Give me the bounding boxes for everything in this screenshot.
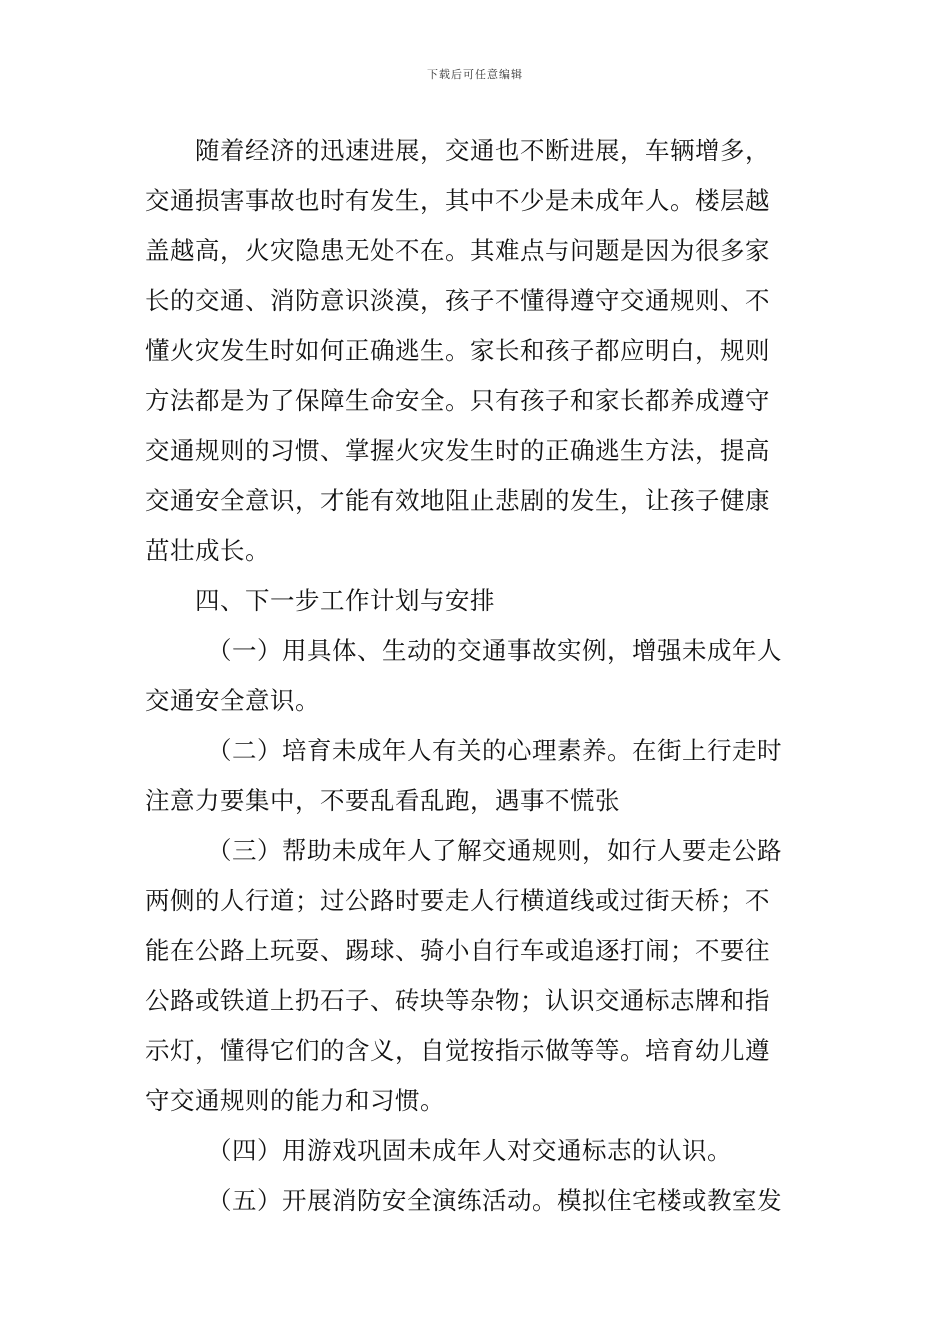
paragraph-line: 长的交通、消防意识淡漠，孩子不懂得遵守交通规则、不 bbox=[145, 286, 770, 315]
paragraph-line: 懂火灾发生时如何正确逃生。家长和孩子都应明白，规则 bbox=[145, 336, 770, 365]
list-item-line: 公路或铁道上扔石子、砖块等杂物；认识交通标志牌和指 bbox=[145, 986, 770, 1015]
header-note: 下载后可任意编辑 bbox=[427, 68, 523, 81]
paragraph-line: 交通损害事故也时有发生，其中不少是未成年人。楼层越 bbox=[145, 186, 770, 215]
paragraph-line: 茁壮成长。 bbox=[145, 536, 270, 565]
section-heading: 四、下一步工作计划与安排 bbox=[195, 586, 495, 615]
list-item-line: （一）用具体、生动的交通事故实例，增强未成年人 bbox=[207, 636, 782, 665]
paragraph-line: 盖越高，火灾隐患无处不在。其难点与问题是因为很多家 bbox=[145, 236, 770, 265]
paragraph-line: 交通规则的习惯、掌握火灾发生时的正确逃生方法，提高 bbox=[145, 436, 770, 465]
list-item-line: （五）开展消防安全演练活动。模拟住宅楼或教室发 bbox=[207, 1186, 782, 1215]
paragraph-line: 方法都是为了保障生命安全。只有孩子和家长都养成遵守 bbox=[145, 386, 770, 415]
list-item-line: 注意力要集中，不要乱看乱跑，遇事不慌张 bbox=[145, 786, 620, 815]
list-item-line: 能在公路上玩耍、踢球、骑小自行车或追逐打闹；不要往 bbox=[145, 936, 770, 965]
list-item-line: （二）培育未成年人有关的心理素养。在街上行走时 bbox=[207, 736, 782, 765]
list-item-line: 守交通规则的能力和习惯。 bbox=[145, 1086, 445, 1115]
list-item-line: 两侧的人行道；过公路时要走人行横道线或过街天桥；不 bbox=[145, 886, 770, 915]
list-item-line: 示灯，懂得它们的含义，自觉按指示做等等。培育幼儿遵 bbox=[145, 1036, 770, 1065]
list-item-line: （三）帮助未成年人了解交通规则，如行人要走公路 bbox=[207, 836, 782, 865]
paragraph-line: 交通安全意识，才能有效地阻止悲剧的发生，让孩子健康 bbox=[145, 486, 770, 515]
paragraph-line: 随着经济的迅速进展，交通也不断进展，车辆增多， bbox=[195, 136, 770, 165]
body-text bbox=[145, 126, 810, 1226]
list-item-line: （四）用游戏巩固未成年人对交通标志的认识。 bbox=[207, 1136, 732, 1165]
list-item-line: 交通安全意识。 bbox=[145, 686, 320, 715]
